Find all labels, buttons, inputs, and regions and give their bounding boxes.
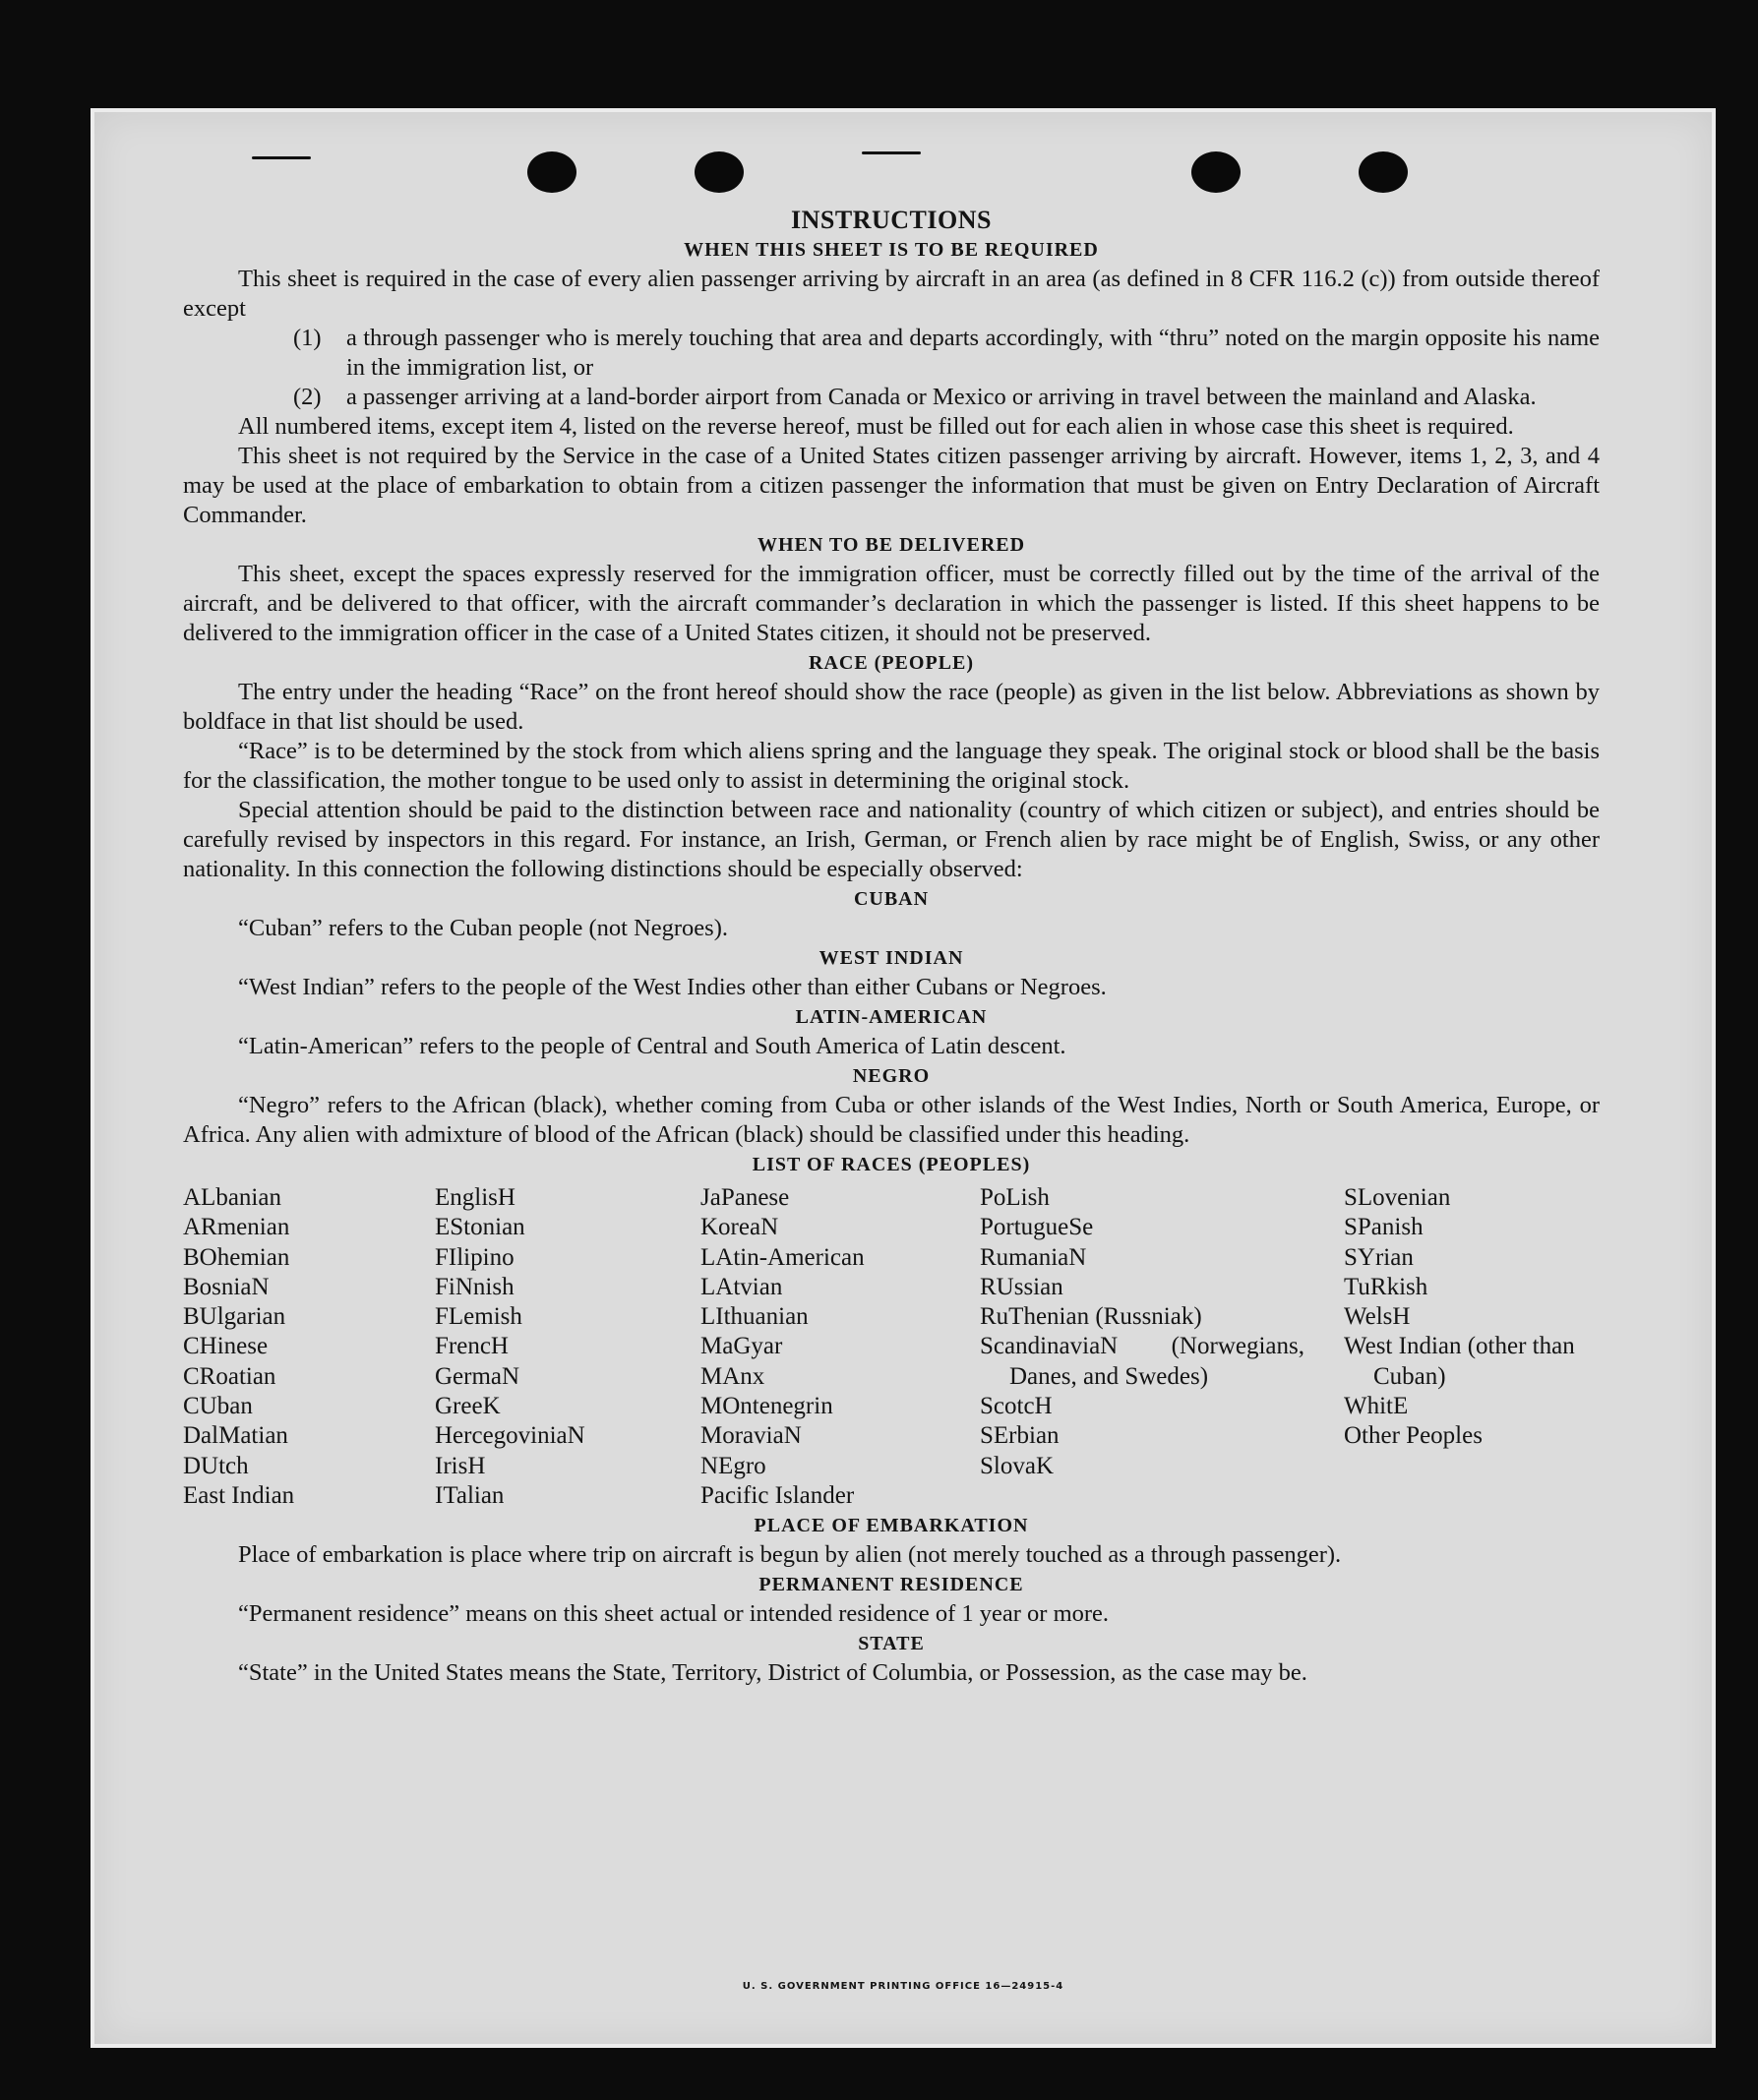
- race-entry: CUban: [183, 1393, 253, 1420]
- printer-imprint: U. S. GOVERNMENT PRINTING OFFICE 16—24915-4: [742, 1981, 1064, 1992]
- race-entry: GermaN: [435, 1362, 520, 1390]
- race-entry: IrisH: [435, 1452, 486, 1479]
- paragraph: “Permanent residence” means on this sheet actual or intended residence of 1 year or more.: [238, 1600, 1110, 1628]
- section-heading: RACE (PEOPLE): [809, 652, 974, 674]
- list-item: [183, 324, 1600, 383]
- race-entry: MoraviaN: [700, 1422, 802, 1450]
- race-entry: FrencH: [435, 1333, 509, 1360]
- punch-hole: [527, 151, 576, 193]
- race-entry: LAtvian: [700, 1273, 783, 1300]
- race-column: [700, 1183, 980, 1511]
- section-heading: NEGRO: [852, 1065, 931, 1087]
- race-entry: MaGyar: [700, 1333, 783, 1360]
- race-entry: ALbanian: [183, 1184, 281, 1211]
- race-entry: BUlgarian: [183, 1303, 286, 1331]
- race-entry: LAtin-American: [700, 1243, 865, 1271]
- race-entry: ARmenian: [183, 1214, 290, 1241]
- race-entry: East Indian: [183, 1481, 295, 1509]
- race-entry: LIthuanian: [700, 1303, 809, 1331]
- paragraph: “State” in the United States means the State, Territory, District of Columbia, or Possession, as the case may be.: [238, 1659, 1307, 1687]
- race-entry: FLemish: [435, 1303, 522, 1331]
- race-entry: CHinese: [183, 1333, 269, 1360]
- section-heading: PERMANENT RESIDENCE: [758, 1574, 1024, 1596]
- paragraph: “Negro” refers to the African (black), whether coming from Cuba or other islands of the West Indies, North or South America, Europe, or Africa. Any alien with admixture of blood of the African (black) should be classified under this heading.: [183, 1092, 1600, 1148]
- race-entry: RUssian: [980, 1273, 1063, 1300]
- punch-mark: [862, 151, 921, 154]
- race-entry: HercegoviniaN: [435, 1422, 585, 1450]
- race-entry: RuThenian (Russniak): [980, 1303, 1202, 1331]
- section-heading: CUBAN: [853, 888, 930, 910]
- race-entry: FiNnish: [435, 1273, 515, 1300]
- race-entry: WelsH: [1344, 1303, 1411, 1331]
- race-entry: SYrian: [1344, 1243, 1414, 1271]
- race-entry: PortugueSe: [980, 1214, 1094, 1241]
- paragraph: Special attention should be paid to the distinction between race and nationality (country of which citizen or subject), and entries should be carefully revised by inspectors in this regard. For instance, an Irish, German, or French alien by race might be of English, Swiss, or any other nationality. In this connection the following distinctions should be especially observed:: [183, 797, 1600, 882]
- race-entry: GreeK: [435, 1393, 501, 1420]
- paragraph: This sheet, except the spaces expressly reserved for the immigration officer, must be correctly filled out by the time of the arrival of the aircraft, and be delivered to that officer, with the aircraft commander’s declaration in which the passenger is listed. If this sheet happens to be delivered to the immigration officer in the case of a United States citizen, it should not be preserved.: [183, 561, 1600, 646]
- race-column: [435, 1183, 700, 1511]
- race-entry: DUtch: [183, 1452, 249, 1479]
- section-heading: WHEN TO BE DELIVERED: [757, 534, 1026, 556]
- item-number: (2): [293, 384, 322, 410]
- race-entry: SlovaK: [980, 1452, 1054, 1479]
- race-entry: EStonian: [435, 1214, 525, 1241]
- item-text: a through passenger who is merely touching that area and departs accordingly, with “thru” noted on the margin opposite his name in the immigration list, or: [346, 325, 1600, 381]
- race-entry: RumaniaN: [980, 1243, 1087, 1271]
- item-number: (1): [293, 325, 322, 351]
- race-entry: PoLish: [980, 1184, 1050, 1211]
- race-entry: ScandinaviaN (Norwegians, Danes, and Swedes): [980, 1333, 1304, 1390]
- race-entry: SLovenian: [1344, 1184, 1451, 1211]
- punch-hole: [695, 151, 744, 193]
- race-entry: MAnx: [700, 1362, 765, 1390]
- race-entry: JaPanese: [700, 1184, 790, 1211]
- race-entry: MOntenegrin: [700, 1393, 833, 1420]
- instructions-content: [183, 206, 1600, 1688]
- race-entry: BOhemian: [183, 1243, 290, 1271]
- paragraph: “Cuban” refers to the Cuban people (not Negroes).: [238, 915, 728, 941]
- item-text: a passenger arriving at a land-border airport from Canada or Mexico or arriving in travel between the mainland and Alaska.: [346, 384, 1537, 410]
- race-entry: Pacific Islander: [700, 1481, 855, 1509]
- list-item: [183, 383, 1600, 412]
- race-entry: Other Peoples: [1344, 1422, 1483, 1450]
- race-entry: KoreaN: [700, 1214, 779, 1241]
- paragraph: All numbered items, except item 4, listed on the reverse hereof, must be filled out for each alien in whose case this sheet is required.: [238, 413, 1514, 440]
- section-heading: LATIN-AMERICAN: [795, 1006, 988, 1028]
- race-entry: SPanish: [1344, 1214, 1424, 1241]
- race-entry: TuRkish: [1344, 1273, 1428, 1300]
- paragraph: The entry under the heading “Race” on the front hereof should show the race (people) as given in the list below. Abbreviations as shown by boldface in that list should be used.: [183, 679, 1600, 735]
- section-heading: PLACE OF EMBARKATION: [754, 1515, 1029, 1537]
- page-title: INSTRUCTIONS: [791, 206, 992, 234]
- document-sheet: [91, 108, 1716, 2048]
- section-heading: WEST INDIAN: [818, 947, 964, 969]
- paragraph: This sheet is required in the case of every alien passenger arriving by aircraft in an area (as defined in 8 CFR 116.2 (c)) from outside thereof except: [183, 266, 1600, 322]
- race-column: [183, 1183, 435, 1511]
- paragraph: “Race” is to be determined by the stock from which aliens spring and the language they speak. The original stock or blood shall be the basis for the classification, the mother tongue to be used only to assist in determining the original stock.: [183, 738, 1600, 794]
- race-entry: ITalian: [435, 1481, 505, 1509]
- race-entry: ScotcH: [980, 1393, 1053, 1420]
- race-entry: EnglisH: [435, 1184, 515, 1211]
- race-entry: FIlipino: [435, 1243, 515, 1271]
- punch-mark: [252, 156, 311, 159]
- race-entry: SErbian: [980, 1422, 1060, 1450]
- race-entry: NEgro: [700, 1452, 766, 1479]
- race-entry: CRoatian: [183, 1362, 276, 1390]
- race-entry: DalMatian: [183, 1422, 288, 1450]
- paragraph: Place of embarkation is place where trip on aircraft is begun by alien (not merely touched as a through passenger).: [238, 1541, 1342, 1569]
- race-column: [980, 1183, 1344, 1511]
- punch-hole: [1191, 151, 1241, 193]
- section-heading: LIST OF RACES (PEOPLES): [752, 1154, 1031, 1175]
- section-heading: WHEN THIS SHEET IS TO BE REQUIRED: [684, 239, 1099, 261]
- paragraph: This sheet is not required by the Service in the case of a United States citizen passenger arriving by aircraft. However, items 1, 2, 3, and 4 may be used at the place of embarkation to obtain from a citizen passenger the information that must be given on Entry Declaration of Aircraft Commander.: [183, 443, 1600, 528]
- race-entry: WhitE: [1344, 1393, 1409, 1420]
- race-entry: West Indian (other than Cuban): [1344, 1333, 1575, 1390]
- race-list: [183, 1183, 1600, 1511]
- paragraph: “West Indian” refers to the people of the West Indies other than either Cubans or Negroes.: [238, 974, 1107, 1000]
- race-entry: BosniaN: [183, 1273, 270, 1300]
- section-heading: STATE: [858, 1633, 925, 1655]
- race-column: [1344, 1183, 1600, 1511]
- punch-hole: [1359, 151, 1408, 193]
- paragraph: “Latin-American” refers to the people of Central and South America of Latin descent.: [238, 1033, 1066, 1059]
